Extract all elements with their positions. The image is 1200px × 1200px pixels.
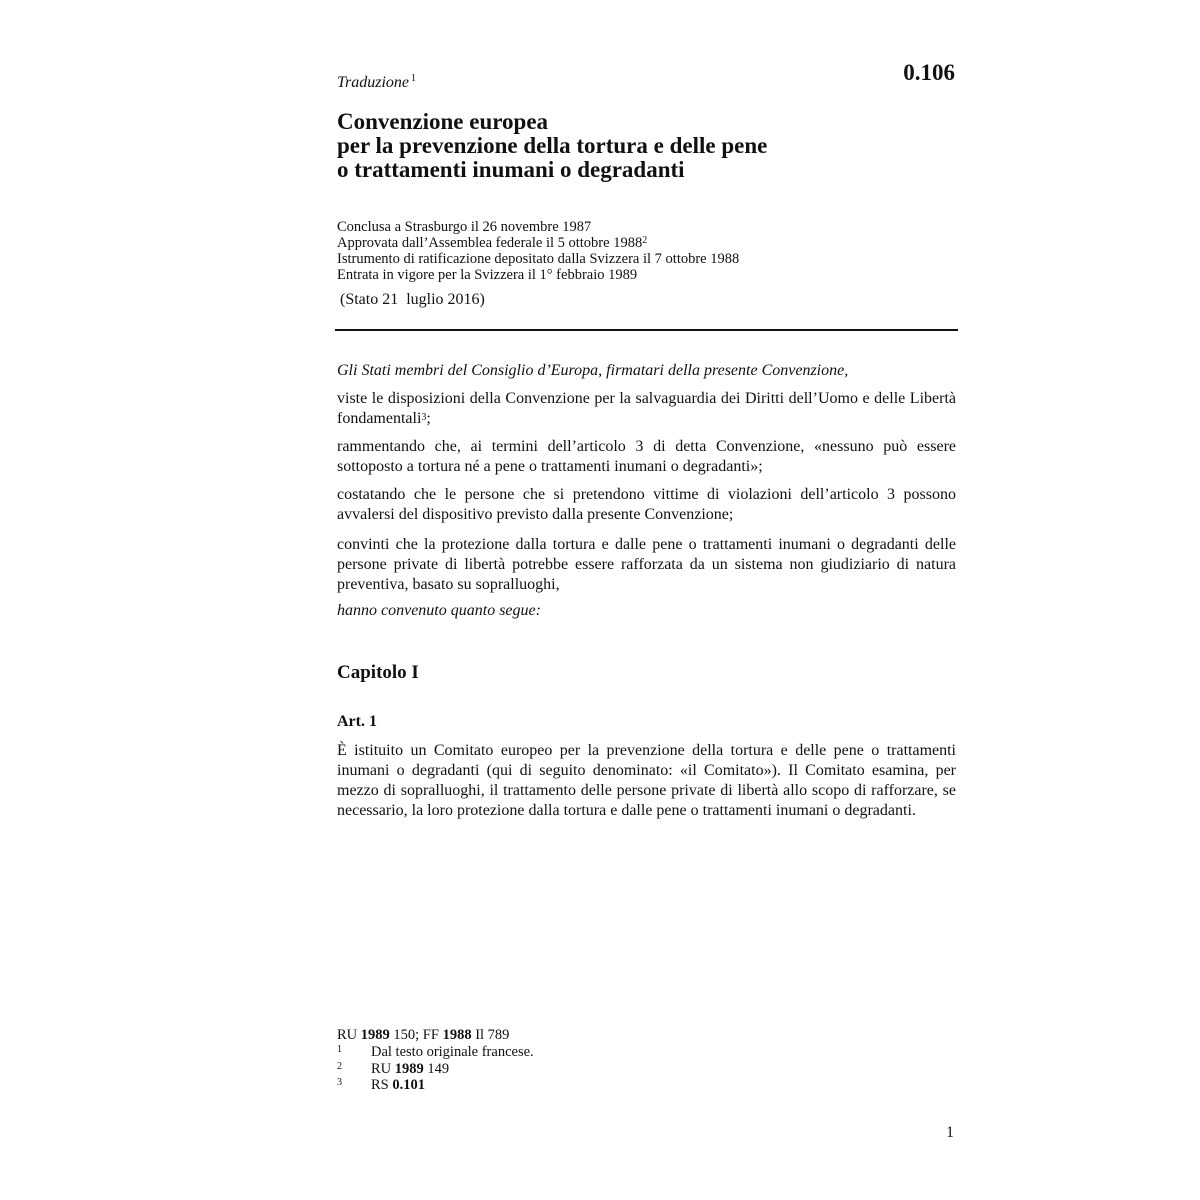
- preamble-closing: hanno convenuto quanto segue:: [337, 602, 541, 619]
- preamble-paragraph: rammentando che, ai termini dell’articolo 3 di detta Convenzione, «nessuno può essere sottoposto a tortura né a pene o trattamenti inumani o degradanti»;: [337, 438, 956, 475]
- preamble-paragraph: costatando che le persone che si pretendono vittime di violazioni dell’articolo 3 possono avvalersi del dispositivo previsto dalla presente Convenzione;: [337, 486, 956, 523]
- document-metadata: [337, 219, 957, 283]
- footnote-marker[interactable]: 2: [642, 235, 648, 246]
- separator-rule: [335, 329, 958, 331]
- sr-number: 0.106: [903, 60, 955, 85]
- status-date: (Stato 21 luglio 2016): [340, 291, 485, 308]
- ratification-line: Istrumento di ratificazione depositato dalla Svizzera il 7 ottobre 1988: [337, 251, 740, 267]
- preamble-intro: Gli Stati membri del Consiglio d’Europa, firmatari della presente Convenzione,: [337, 362, 849, 379]
- preamble-paragraph: convinti che la protezione dalla tortura e dalle pene o trattamenti inumani o degradanti delle persone private di libertà potrebbe essere rafforzata da un sistema non giudiziario di natura preventiva, basato su sopralluoghi,: [337, 536, 956, 593]
- footnote-marker[interactable]: 3: [421, 412, 427, 423]
- footnote-number: 3: [337, 1077, 342, 1088]
- page-number: 1: [946, 1124, 954, 1141]
- title-line: o trattamenti inumani o degradanti: [337, 157, 685, 182]
- document-title: [337, 110, 957, 182]
- entry-into-force-line: Entrata in vigore per la Svizzera il 1° febbraio 1989: [337, 267, 638, 283]
- concluded-line: Conclusa a Strasburgo il 26 novembre 1987: [337, 219, 592, 235]
- preamble-paragraph: viste le disposizioni della Convenzione per la salvaguardia dei Diritti dell’Uomo e delle Libertà fondamentali$^3$;: [337, 390, 956, 427]
- footnote-marker[interactable]: 1: [411, 73, 417, 84]
- footnote-number: 2: [337, 1061, 342, 1072]
- article-heading: Art. 1: [337, 713, 377, 730]
- chapter-heading: Capitolo I: [337, 662, 419, 683]
- title-line: per la prevenzione della tortura e delle pene: [337, 133, 768, 158]
- approved-line: Approvata dall’Assemblea federale il 5 ottobre 1988$^2$: [337, 235, 648, 251]
- title-line: Convenzione europea: [337, 109, 549, 134]
- footnote-number: 1: [337, 1044, 342, 1055]
- translation-label: Traduzione $^1$: [337, 73, 417, 91]
- article-text: È istituito un Comitato europeo per la prevenzione della tortura e delle pene o trattamenti inumani o degradanti (qui di seguito denominato: «il Comitato»). Il Comitato esamina, per mezzo di sopralluoghi, il trattamento delle persone private di libertà allo scopo di rafforzare, se necessario, la loro protezione dalla tortura e dalle pene o trattamenti inumani o degradanti.: [337, 742, 956, 819]
